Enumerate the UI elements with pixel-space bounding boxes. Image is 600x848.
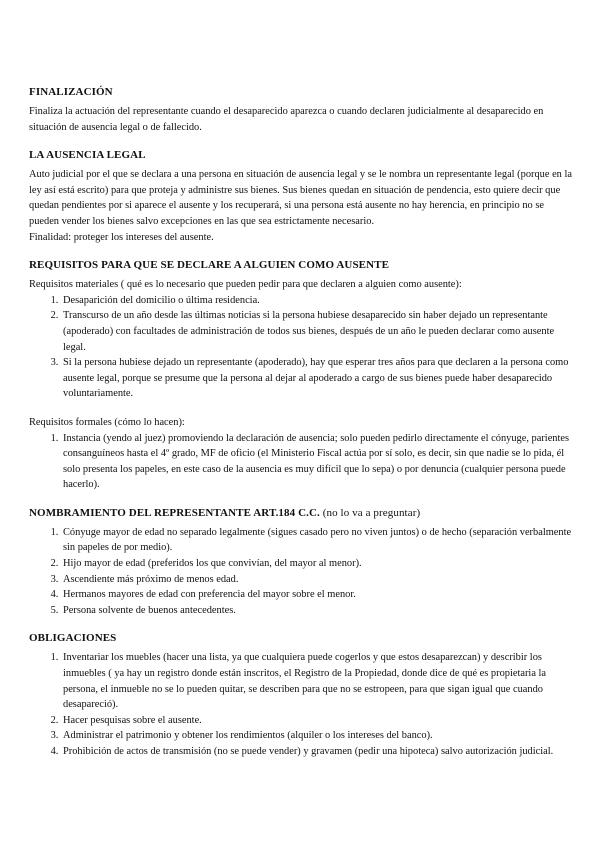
list-item: 1. Inventariar los muebles (hacer una lista, ya que cualquiera puede cogerlos y que estos desaparezcan) y describir los inmuebles ( ya hay un registro donde están inscritos, el Registro de la Propiedad, donde dice de qué es propietaria la persona, el inmueble no se lo pueden quitar, se describen para que no se estropeen, para que sigan igual que cuando desapareció). xyxy=(61,650,572,712)
section-nombramiento xyxy=(29,505,572,619)
list-item: 3. Ascendiente más próximo de menos edad. xyxy=(61,572,572,588)
list-item: 3. Si la persona hubiese dejado un representante (apoderado), hay que esperar tres años para que declaren a la persona como ausente legal, porque se presume que la persona al dejar al apoderado a cargo de sus bienes puede haber desaparecido voluntariamente. xyxy=(61,355,572,402)
list-item: 4. Hermanos mayores de edad con preferencia del mayor sobre el menor. xyxy=(61,587,572,603)
formales-intro: Requisitos formales (cómo lo hacen): xyxy=(29,416,185,428)
heading-finalizacion: FINALIZACIÓN xyxy=(29,86,113,98)
materiales-intro: Requisitos materiales ( qué es lo necesario que pueden pedir para que declaren a alguien como ausente): xyxy=(29,279,462,291)
materiales-list xyxy=(29,293,572,402)
heading-nombramiento-title: NOMBRAMIENTO DEL REPRESENTANTE ART.184 C.C. xyxy=(29,506,320,519)
list-item: 1. Instancia (yendo al juez) promoviendo la declaración de ausencia; solo pueden pedirlo directamente el cónyuge, parientes consanguíneos hasta el 4º grado, MF de oficio (el Ministerio Fiscal actúa por sí solo, es decir, sin que nadie se lo pida, él solo presenta los papeles, en este caso de la ausencia es muy difícil que lo sepa) o por denuncia (cualquier persona puede hacerlo). xyxy=(61,431,572,493)
list-item: 2. Transcurso de un año desde las últimas noticias si la persona hubiese desaparecido sin haber dejado un representante (apoderado) con facultades de administración de todos sus bienes, después de un año le pueden declarar como ausente legal. xyxy=(61,308,572,355)
heading-nombramiento xyxy=(29,505,572,521)
formales-list xyxy=(29,431,572,493)
section-obligaciones xyxy=(29,630,572,759)
heading-obligaciones: OBLIGACIONES xyxy=(29,632,117,645)
heading-nombramiento-note: (no lo va a preguntar) xyxy=(319,506,421,519)
list-item: 4. Prohibición de actos de transmisión (no se puede vender) y gravamen (pedir una hipoteca) salvo autorización judicial. xyxy=(61,744,572,760)
list-item: 5. Persona solvente de buenos antecedentes. xyxy=(61,603,572,619)
paragraph-finalidad: Finalidad: proteger los intereses del ausente. xyxy=(29,231,214,243)
document-page xyxy=(29,84,572,760)
section-ausencia-legal xyxy=(29,147,572,245)
list-item: 3. Administrar el patrimonio y obtener los rendimientos (alquiler o los intereses del banco). xyxy=(61,728,572,744)
nombramiento-list xyxy=(29,525,572,619)
list-item: 2. Hijo mayor de edad (preferidos los que convivían, del mayor al menor). xyxy=(61,556,572,572)
heading-requisitos: REQUISITOS PARA QUE SE DECLARE A ALGUIEN COMO AUSENTE xyxy=(29,259,390,272)
obligaciones-list xyxy=(29,650,572,759)
section-requisitos xyxy=(29,257,572,493)
paragraph-ausencia-legal: Auto judicial por el que se declara a una persona en situación de ausencia legal y se le nombra un representante legal (porque en la ley así está escrito) para que proteja y administre sus bienes. Sus bienes quedan en situación de pendencia, esto quiere decir que quedan pendientes por si aparece el ausente y los recuperará, si una persona está ausente no hay herencia, en principio no se pueden vender los bienes salvo excepciones en las que sea estrictamente necesario. xyxy=(29,169,572,227)
list-item: 1. Desaparición del domicilio o última residencia. xyxy=(61,293,572,309)
section-finalizacion xyxy=(29,84,572,135)
paragraph-finalizacion: Finaliza la actuación del representante cuando el desaparecido aparezca o cuando declaren judicialmente al desaparecido en situación de ausencia legal o de fallecido. xyxy=(29,106,544,133)
list-item: 2. Hacer pesquisas sobre el ausente. xyxy=(61,713,572,729)
heading-ausencia-legal: LA AUSENCIA LEGAL xyxy=(29,149,146,162)
list-item: 1. Cónyuge mayor de edad no separado legalmente (sigues casado pero no viven juntos) o de hecho (separación verbalmente sin papeles de por medio). xyxy=(61,525,572,556)
